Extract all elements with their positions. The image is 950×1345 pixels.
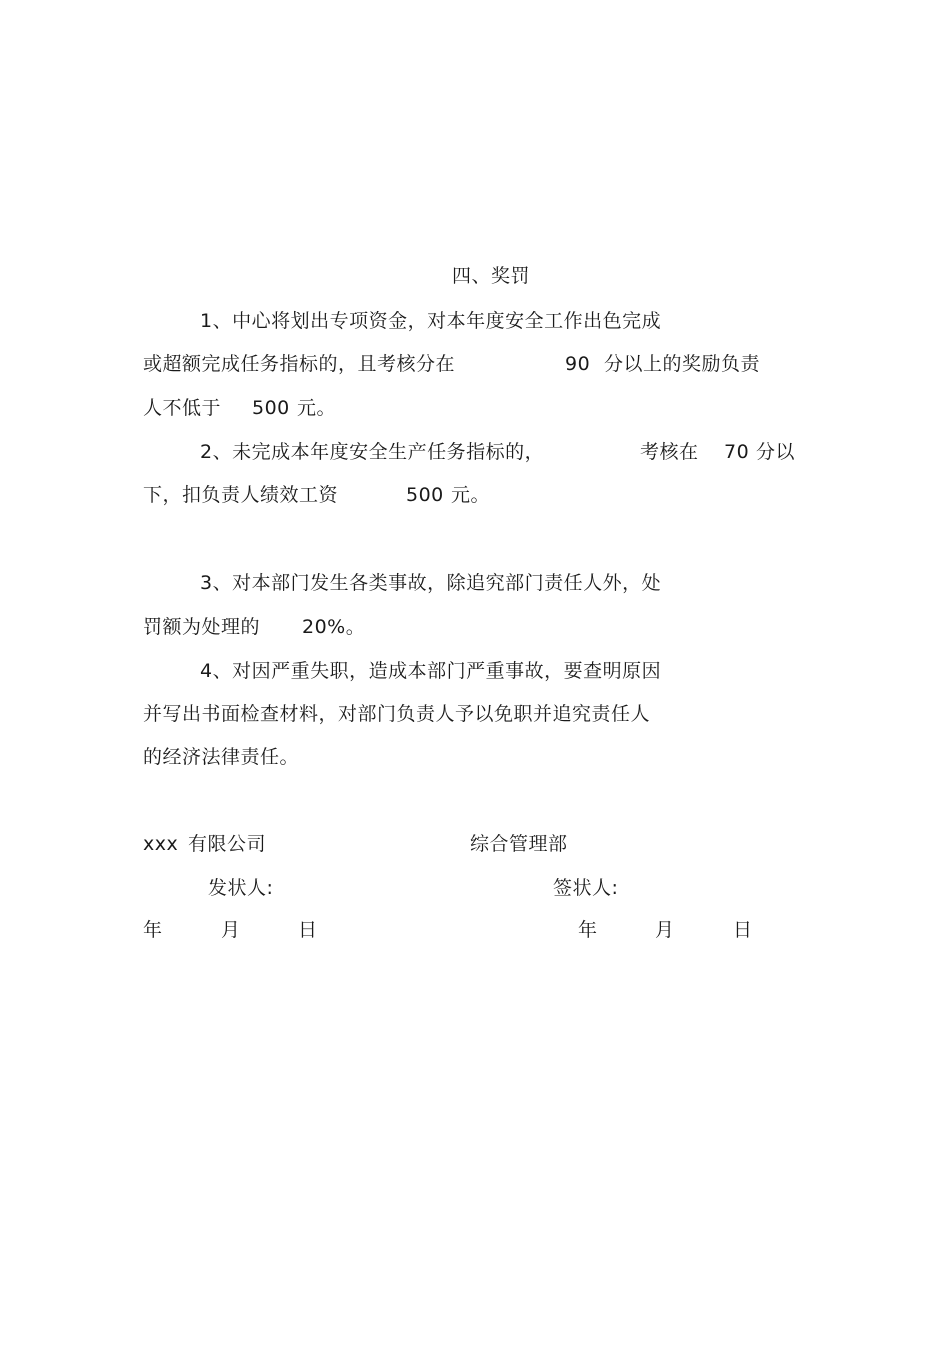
item-2-unit: 元。 [451, 484, 491, 506]
item-1-unit: 元。 [297, 397, 337, 419]
company-name-suffix: 有限公司 [188, 833, 267, 855]
item-3-line-1: 3、对本部门发生各类事故，除追究部门责任人外，处 [200, 572, 662, 594]
item-4-line-1: 4、对因严重失职，造成本部门严重事故，要查明原因 [200, 660, 662, 682]
item-1-score: 90 [565, 353, 591, 375]
date-left-day: 日 [298, 919, 318, 941]
item-1-line-3: 人不低于 [143, 397, 222, 419]
item-1-line-1: 1、中心将划出专项资金，对本年度安全工作出色完成 [200, 310, 662, 332]
item-1-amount: 500 [252, 397, 290, 419]
date-left-year: 年 [143, 919, 163, 941]
item-4-line-2: 并写出书面检查材料，对部门负责人予以免职并追究责任人 [143, 703, 651, 725]
item-2-amount: 500 [406, 484, 444, 506]
date-right-day: 日 [733, 919, 753, 941]
section-title: 四、奖罚 [452, 265, 531, 287]
item-3-percent: 20%。 [302, 616, 366, 638]
date-left-month: 月 [221, 919, 241, 941]
sender-label: 发状人: [208, 877, 274, 899]
item-2-line-1: 2、未完成本年度安全生产任务指标的， [200, 441, 545, 463]
company-name-prefix: xxx [143, 833, 179, 855]
department-name: 综合管理部 [470, 833, 568, 855]
item-1-line-2-end: 分以上的奖励负责 [604, 353, 761, 375]
date-right-month: 月 [655, 919, 675, 941]
date-right-year: 年 [578, 919, 598, 941]
item-2-line-2: 下，扣负责人绩效工资 [143, 484, 339, 506]
item-2-line-1-end: 分以 [756, 441, 796, 463]
item-1-line-2: 或超额完成任务指标的，且考核分在 [143, 353, 456, 375]
item-4-line-3: 的经济法律责任。 [143, 746, 300, 768]
item-3-line-2: 罚额为处理的 [143, 616, 261, 638]
item-2-score: 70 [724, 441, 750, 463]
signer-label: 签状人: [553, 877, 619, 899]
item-2-assess: 考核在 [640, 441, 699, 463]
